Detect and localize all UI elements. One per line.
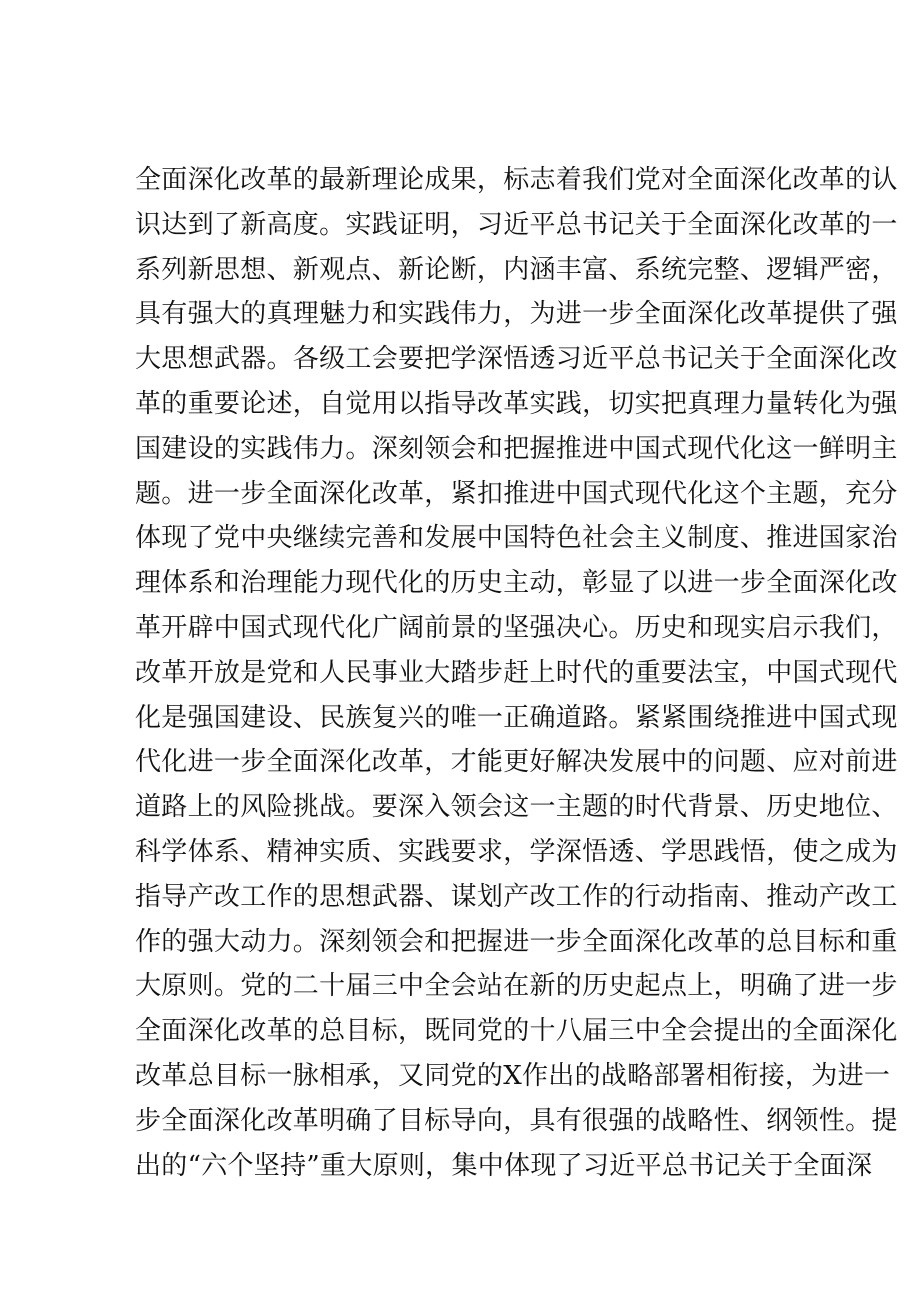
text-line-11: 革开辟中国式现代化广阔前景的坚强决心。历史和现实启示我们， — [135, 612, 898, 643]
text-line-17: 指导产改工作的思想武器、谋划产改工作的行动指南、推动产改工 — [135, 881, 898, 912]
body-paragraph — [135, 158, 898, 1188]
text-line-4: 具有强大的真理魅力和实践伟力，为进一步全面深化改革提供了强 — [135, 299, 898, 330]
text-line-8: 题。进一步全面深化改革，紧扣推进中国式现代化这个主题，充分 — [135, 478, 898, 509]
text-line-22: 步全面深化改革明确了目标导向，具有很强的战略性、纲领性。提 — [135, 1105, 898, 1136]
text-line-18: 作的强大动力。深刻领会和把握进一步全面深化改革的总目标和重 — [135, 926, 898, 957]
text-line-19: 大原则。党的二十届三中全会站在新的历史起点上，明确了进一步 — [135, 971, 898, 1002]
text-line-9: 体现了党中央继续完善和发展中国特色社会主义制度、推进国家治 — [135, 523, 898, 554]
text-line-12: 改革开放是党和人民事业大踏步赶上时代的重要法宝，中国式现代 — [135, 657, 898, 688]
text-line-13: 化是强国建设、民族复兴的唯一正确道路。紧紧围绕推进中国式现 — [135, 702, 898, 733]
text-line-3: 系列新思想、新观点、新论断，内涵丰富、系统完整、逻辑严密， — [135, 254, 898, 285]
text-line-1: 全面深化改革的最新理论成果，标志着我们党对全面深化改革的认 — [135, 165, 898, 195]
text-line-7: 国建设的实践伟力。深刻领会和把握推进中国式现代化这一鲜明主 — [135, 433, 898, 464]
text-line-20: 全面深化改革的总目标，既同党的十八届三中全会提出的全面深化 — [135, 1016, 898, 1047]
text-line-15: 道路上的风险挑战。要深入领会这一主题的时代背景、历史地位、 — [135, 792, 898, 823]
text-line-21: 改革总目标一脉相承，又同党的X作出的战略部署相衔接，为进一 — [135, 1060, 891, 1091]
text-line-16: 科学体系、精神实质、实践要求，学深悟透、学思践悟，使之成为 — [135, 836, 898, 867]
text-line-2: 识达到了新高度。实践证明，习近平总书记关于全面深化改革的一 — [135, 209, 898, 240]
text-line-23: 出的“六个坚持”重大原则，集中体现了习近平总书记关于全面深 — [135, 1150, 873, 1181]
text-line-14: 代化进一步全面深化改革，才能更好解决发展中的问题、应对前进 — [135, 747, 898, 778]
text-line-10: 理体系和治理能力现代化的历史主动，彰显了以进一步全面深化改 — [135, 568, 898, 599]
text-line-6: 革的重要论述，自觉用以指导改革实践，切实把真理力量转化为强 — [135, 388, 898, 419]
text-line-5: 大思想武器。各级工会要把学深悟透习近平总书记关于全面深化改 — [135, 344, 898, 375]
